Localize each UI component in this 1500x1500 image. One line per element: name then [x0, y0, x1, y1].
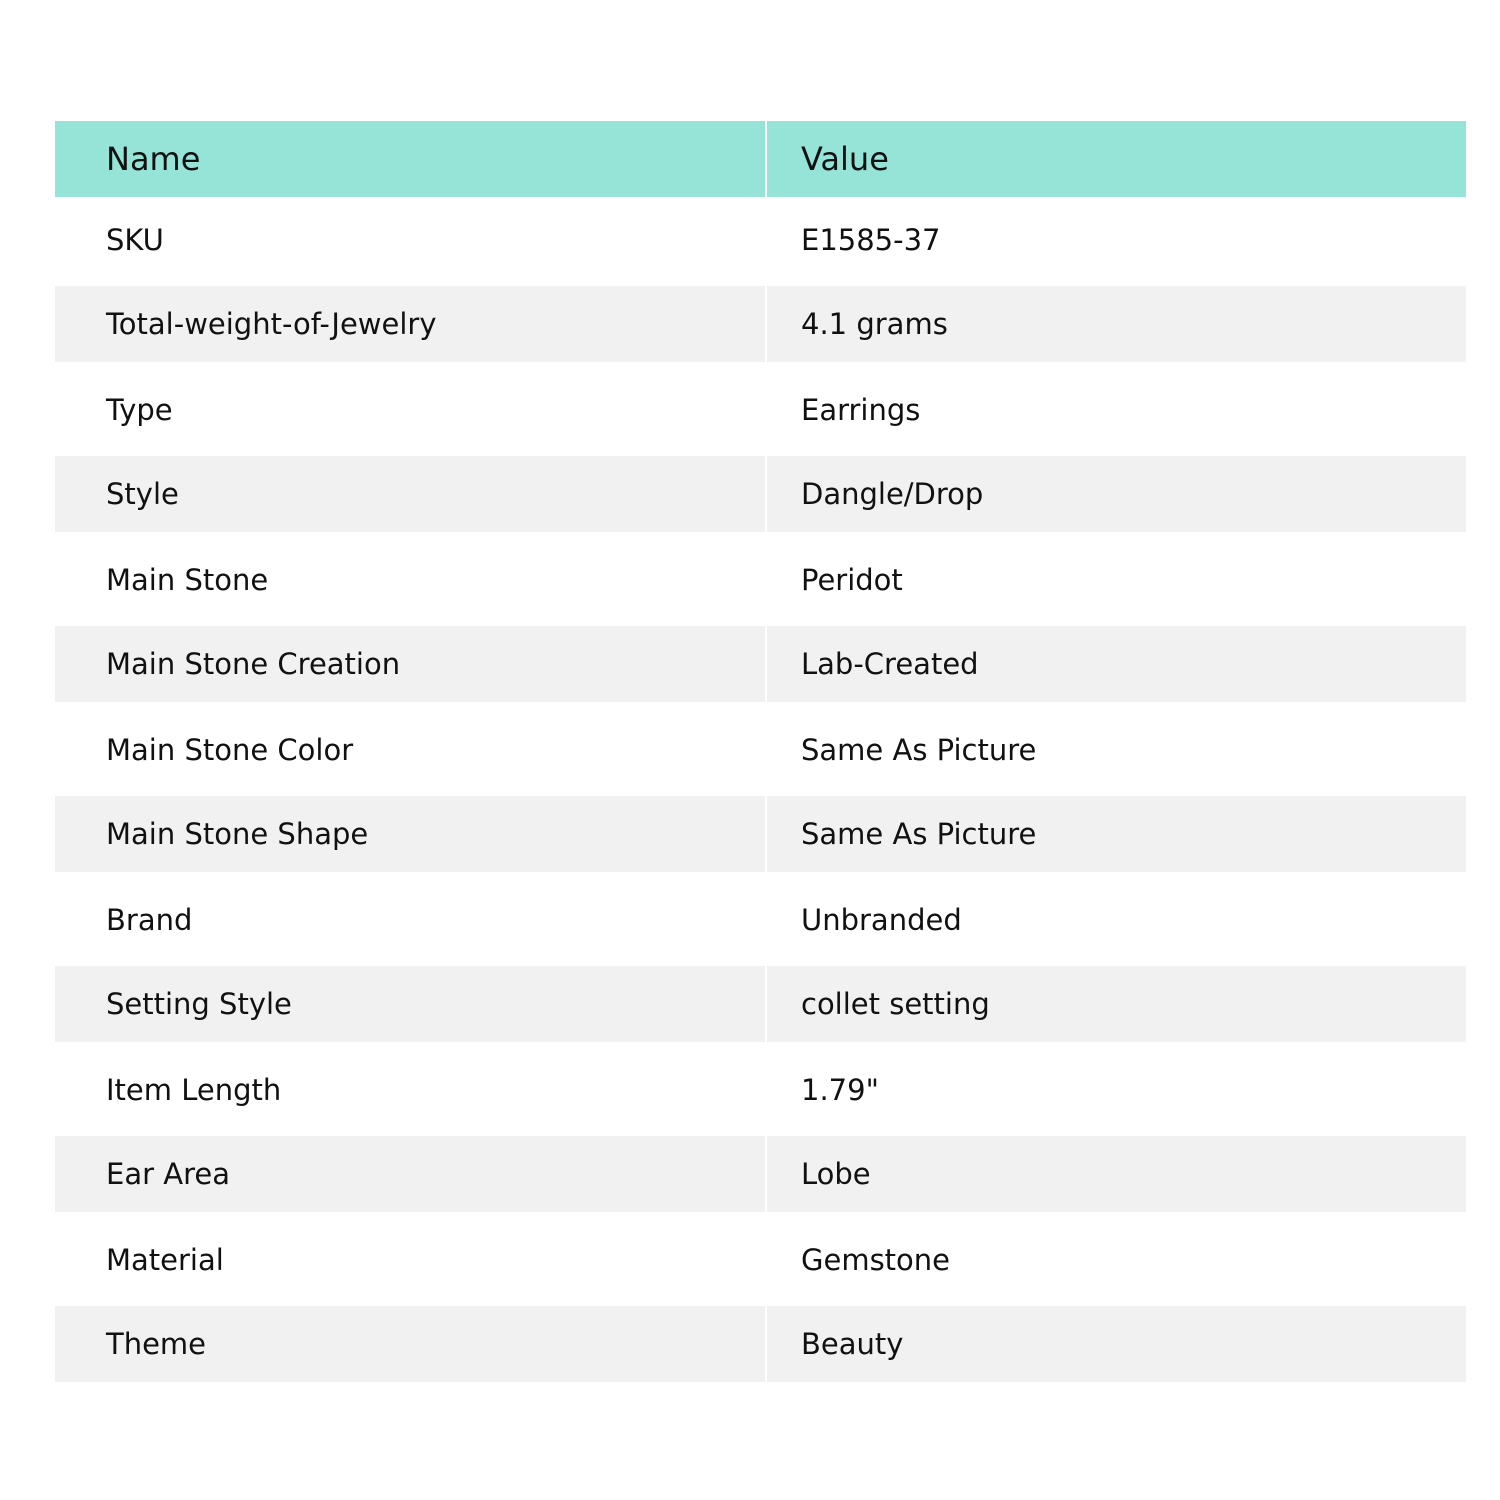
header-value-cell: Value — [767, 121, 1466, 197]
row-name-cell: Type — [55, 367, 765, 452]
table-row — [55, 537, 1466, 622]
spec-table — [55, 121, 1466, 1387]
row-value-cell: E1585-37 — [767, 197, 1466, 282]
table-row — [55, 966, 1466, 1042]
table-row — [55, 796, 1466, 872]
row-value-cell: Lab-Created — [767, 626, 1466, 702]
table-row — [55, 1306, 1466, 1382]
row-name-cell: Ear Area — [55, 1136, 765, 1212]
row-value-cell: collet setting — [767, 966, 1466, 1042]
row-name-cell: Style — [55, 456, 765, 532]
row-value-cell: Lobe — [767, 1136, 1466, 1212]
row-value-cell: Dangle/Drop — [767, 456, 1466, 532]
row-value-cell: Same As Picture — [767, 707, 1466, 792]
row-name-cell: Theme — [55, 1306, 765, 1382]
row-value-cell: 1.79" — [767, 1047, 1466, 1132]
row-name-cell: Brand — [55, 877, 765, 962]
row-value-cell: Same As Picture — [767, 796, 1466, 872]
row-name-cell: Main Stone — [55, 537, 765, 622]
table-row — [55, 286, 1466, 362]
table-row — [55, 456, 1466, 532]
row-name-cell: Total-weight-of-Jewelry — [55, 286, 765, 362]
table-row — [55, 367, 1466, 452]
row-value-cell: Beauty — [767, 1306, 1466, 1382]
row-value-cell: Gemstone — [767, 1217, 1466, 1302]
table-row — [55, 1047, 1466, 1132]
row-name-cell: Setting Style — [55, 966, 765, 1042]
header-name-cell: Name — [55, 121, 765, 197]
table-row — [55, 1217, 1466, 1302]
row-name-cell: Item Length — [55, 1047, 765, 1132]
row-name-cell: Material — [55, 1217, 765, 1302]
row-name-cell: Main Stone Creation — [55, 626, 765, 702]
row-value-cell: Earrings — [767, 367, 1466, 452]
table-row — [55, 707, 1466, 792]
table-row — [55, 1136, 1466, 1212]
row-name-cell: Main Stone Shape — [55, 796, 765, 872]
row-name-cell: SKU — [55, 197, 765, 282]
row-name-cell: Main Stone Color — [55, 707, 765, 792]
table-row — [55, 877, 1466, 962]
row-value-cell: Peridot — [767, 537, 1466, 622]
row-value-cell: 4.1 grams — [767, 286, 1466, 362]
table-row — [55, 197, 1466, 282]
table-header-row — [55, 121, 1466, 197]
table-row — [55, 626, 1466, 702]
row-value-cell: Unbranded — [767, 877, 1466, 962]
